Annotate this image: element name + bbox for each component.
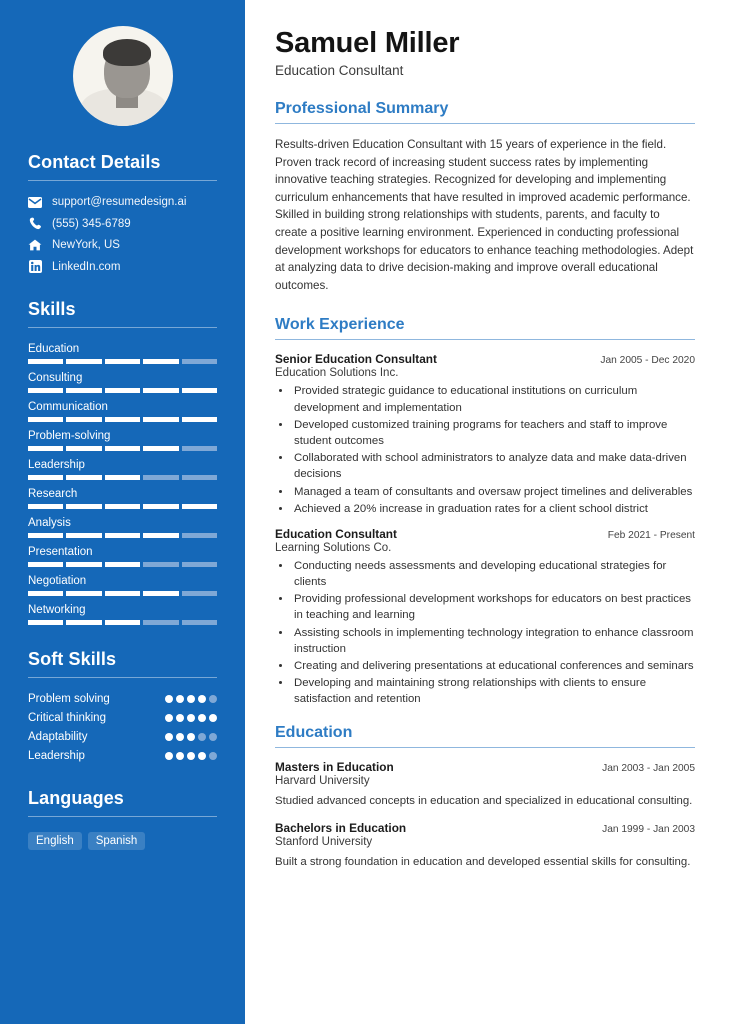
soft-skill-label: Adaptability [28,731,88,743]
experience-bullet: • Developing and maintaining strong relationships with clients to ensure satisfaction and retention [292,675,695,707]
skill-segment [143,417,178,422]
skill-segment [66,475,101,480]
language-tag[interactable]: English [28,832,82,850]
soft-skill-dot [176,714,184,722]
experience-date-range: Feb 2021 - Present [607,529,695,541]
experience-bullet: • Provided strategic guidance to educational institutions on curriculum development and implementation [292,383,695,415]
skill-segment [182,562,217,567]
skill-level-bar [28,562,217,567]
contact-details-heading: Contact Details [28,152,161,172]
skill-label: Consulting [28,372,83,384]
contact-location-label: NewYork, US [52,239,120,251]
education-date-range: Jan 1999 - Jan 2003 [602,824,695,836]
skill-segment [28,417,63,422]
soft-skill-dot [209,752,217,760]
work-experience-list [275,352,695,707]
soft-skill-item [28,712,217,724]
experience-bullet: • Creating and delivering presentations at educational conferences and seminars [292,658,695,674]
soft-skill-dot [187,714,195,722]
experience-job-title: Education Consultant [275,526,397,541]
skill-label: Communication [28,401,108,413]
experience-organization: Education Solutions Inc. [275,367,399,380]
soft-skills-divider [28,677,217,678]
experience-job-title: Senior Education Consultant [275,352,437,367]
skill-label: Analysis [28,517,71,529]
skill-segment [66,533,101,538]
soft-skill-dot [165,733,173,741]
skill-segment [28,475,63,480]
experience-date-range: Jan 2005 - Dec 2020 [600,355,695,367]
phone-icon [28,217,42,230]
professional-summary-divider [275,123,695,124]
soft-skills-heading: Soft Skills [28,649,117,669]
skill-segment [105,504,140,509]
experience-bullet: • Conducting needs assessments and developing educational strategies for clients [292,558,695,590]
soft-skill-dot [198,752,206,760]
contact-phone-label: (555) 345-6789 [52,217,131,230]
experience-bullet: • Collaborated with school administrators to analyze data and make data-driven decisions [292,450,695,482]
skill-item [28,459,217,480]
skill-segment [143,388,178,393]
skill-segment [143,504,178,509]
skill-segment [143,533,178,538]
skill-segment [28,388,63,393]
skill-label: Leadership [28,459,85,471]
language-tag-list [28,832,217,850]
experience-bullet-list [275,383,695,517]
soft-skill-dot [165,714,173,722]
skill-segment [66,504,101,509]
professional-summary-section [275,100,695,294]
education-description: Built a strong foundation in education and developed essential skills for consulting. [275,856,691,869]
skill-level-bar [28,533,217,538]
education-date-range: Jan 2003 - Jan 2005 [602,762,695,774]
skill-item [28,488,217,509]
skills-heading: Skills [28,299,76,319]
skill-segment [182,591,217,596]
experience-bullet: • Managed a team of consultants and oversaw project timelines and deliverables [292,484,695,500]
skill-segment [66,388,101,393]
soft-skill-dot [209,695,217,703]
soft-skills-list [28,693,217,762]
contact-email-label: support@resumedesign.ai [52,196,187,208]
experience-header [275,352,695,366]
contact-list [28,196,217,273]
education-heading: Education [275,723,353,741]
soft-skill-dot [187,733,195,741]
skill-segment [143,446,178,451]
skill-segment [143,620,178,625]
skill-segment [66,591,101,596]
skill-segment [28,359,63,364]
contact-item-phone[interactable] [28,217,217,230]
skills-list [28,343,217,625]
skill-level-bar [28,504,217,509]
skill-segment [28,620,63,625]
skill-item [28,401,217,422]
skill-item [28,372,217,393]
work-experience-heading: Work Experience [275,316,405,334]
education-header [275,760,695,774]
education-divider [275,747,695,748]
job-role-subtitle: Education Consultant [275,62,404,78]
skill-segment [28,533,63,538]
education-degree: Masters in Education [275,759,394,774]
skill-level-bar [28,475,217,480]
soft-skill-rating [165,695,217,703]
skill-label: Education [28,343,80,355]
soft-skills-section [0,649,245,762]
skill-label: Research [28,488,78,500]
soft-skill-dot [176,695,184,703]
skill-segment [105,388,140,393]
skill-segment [105,620,140,625]
soft-skill-dot [198,733,206,741]
skill-segment [28,504,63,509]
home-icon [28,239,42,251]
skill-level-bar [28,446,217,451]
skill-segment [182,446,217,451]
skill-segment [105,446,140,451]
skill-item [28,517,217,538]
skill-segment [143,562,178,567]
contact-linkedin-label: LinkedIn.com [52,260,121,273]
soft-skill-dot [165,752,173,760]
skill-segment [143,475,178,480]
soft-skill-rating [165,733,217,741]
education-list [275,760,695,871]
soft-skill-dot [209,714,217,722]
skill-segment [143,591,178,596]
skill-label: Networking [28,604,86,616]
skill-segment [105,359,140,364]
skill-segment [182,504,217,509]
skill-segment [182,359,217,364]
experience-bullet-list [275,558,695,708]
professional-summary-text: Results-driven Education Consultant with 15 years of experience in the field. Proven track record of increasing student success rates by implementing innovative teaching strategies. Recognized for developing and implementing curriculum enhancements that have resulted in improved academic performance. Skilled in building strong relationships with students, parents, and faculty to create a positive learning environment. Experienced in conducting professional development workshops for educators to enhance teaching methodologies. Adept at analyzing data to drive decision-making and improve overall educational outcomes. [275,137,694,292]
skill-level-bar [28,359,217,364]
soft-skill-rating [165,752,217,760]
skill-item [28,604,217,625]
skill-segment [182,533,217,538]
soft-skill-item [28,731,217,743]
soft-skill-item [28,693,217,705]
contact-details-section [0,152,245,273]
soft-skill-dot [187,752,195,760]
soft-skill-dot [209,733,217,741]
linkedin-icon [28,260,42,273]
skill-segment [182,417,217,422]
professional-summary-heading: Professional Summary [275,99,449,117]
contact-item-linkedin[interactable] [28,260,217,273]
education-school: Stanford University [275,836,373,849]
soft-skill-dot [176,733,184,741]
envelope-icon [28,197,42,208]
skill-segment [105,591,140,596]
soft-skill-rating [165,714,217,722]
experience-entry [275,352,695,517]
contact-item-email[interactable] [28,196,217,208]
education-header [275,821,695,835]
soft-skill-label: Problem solving [28,693,110,705]
skill-segment [66,417,101,422]
sidebar [0,0,245,1024]
contact-item-location[interactable] [28,239,217,251]
language-tag[interactable]: Spanish [88,832,146,850]
skill-segment [182,388,217,393]
skill-item [28,575,217,596]
education-entry [275,760,695,810]
experience-header [275,527,695,541]
skill-level-bar [28,417,217,422]
soft-skill-dot [187,695,195,703]
skill-level-bar [28,591,217,596]
main-content [245,0,730,1024]
skill-level-bar [28,620,217,625]
languages-section [0,788,245,850]
skill-segment [105,562,140,567]
skill-segment [66,359,101,364]
experience-bullet: • Achieved a 20% increase in graduation rates for a client school district [292,501,695,517]
experience-bullet: • Developed customized training programs for teachers and staff to improve student outcomes [292,417,695,449]
languages-heading: Languages [28,788,124,808]
skill-segment [105,417,140,422]
languages-divider [28,816,217,817]
work-experience-section [275,316,695,707]
skill-segment [28,562,63,567]
skill-segment [105,533,140,538]
skill-label: Problem-solving [28,430,111,442]
skill-segment [66,562,101,567]
skill-segment [28,591,63,596]
soft-skill-label: Leadership [28,750,85,762]
experience-organization: Learning Solutions Co. [275,541,392,554]
skill-segment [66,620,101,625]
skill-item [28,430,217,451]
skill-segment [182,620,217,625]
avatar-wrapper [0,26,245,126]
education-school: Harvard University [275,774,370,787]
soft-skill-item [28,750,217,762]
skill-item [28,343,217,364]
skill-segment [66,446,101,451]
experience-entry [275,527,695,708]
experience-bullet: • Assisting schools in implementing technology integration to enhance classroom instruction [292,625,695,657]
contact-details-divider [28,180,217,181]
skill-segment [143,359,178,364]
skill-segment [182,475,217,480]
page-title: Samuel Miller [275,27,460,59]
avatar [73,26,173,126]
avatar-hair-shape [103,39,151,66]
education-section [275,724,695,871]
skill-label: Presentation [28,546,93,558]
education-description: Studied advanced concepts in education and specialized in educational consulting. [275,794,693,807]
education-entry [275,821,695,871]
skill-level-bar [28,388,217,393]
work-experience-divider [275,339,695,340]
soft-skill-label: Critical thinking [28,712,106,724]
skill-segment [28,446,63,451]
soft-skill-dot [176,752,184,760]
skills-divider [28,327,217,328]
skill-item [28,546,217,567]
experience-bullet: • Providing professional development workshops for educators on best practices in teaching and learning [292,591,695,623]
skill-segment [105,475,140,480]
education-degree: Bachelors in Education [275,821,407,836]
soft-skill-dot [165,695,173,703]
skills-section [0,299,245,625]
soft-skill-dot [198,714,206,722]
soft-skill-dot [198,695,206,703]
skill-label: Negotiation [28,575,87,587]
